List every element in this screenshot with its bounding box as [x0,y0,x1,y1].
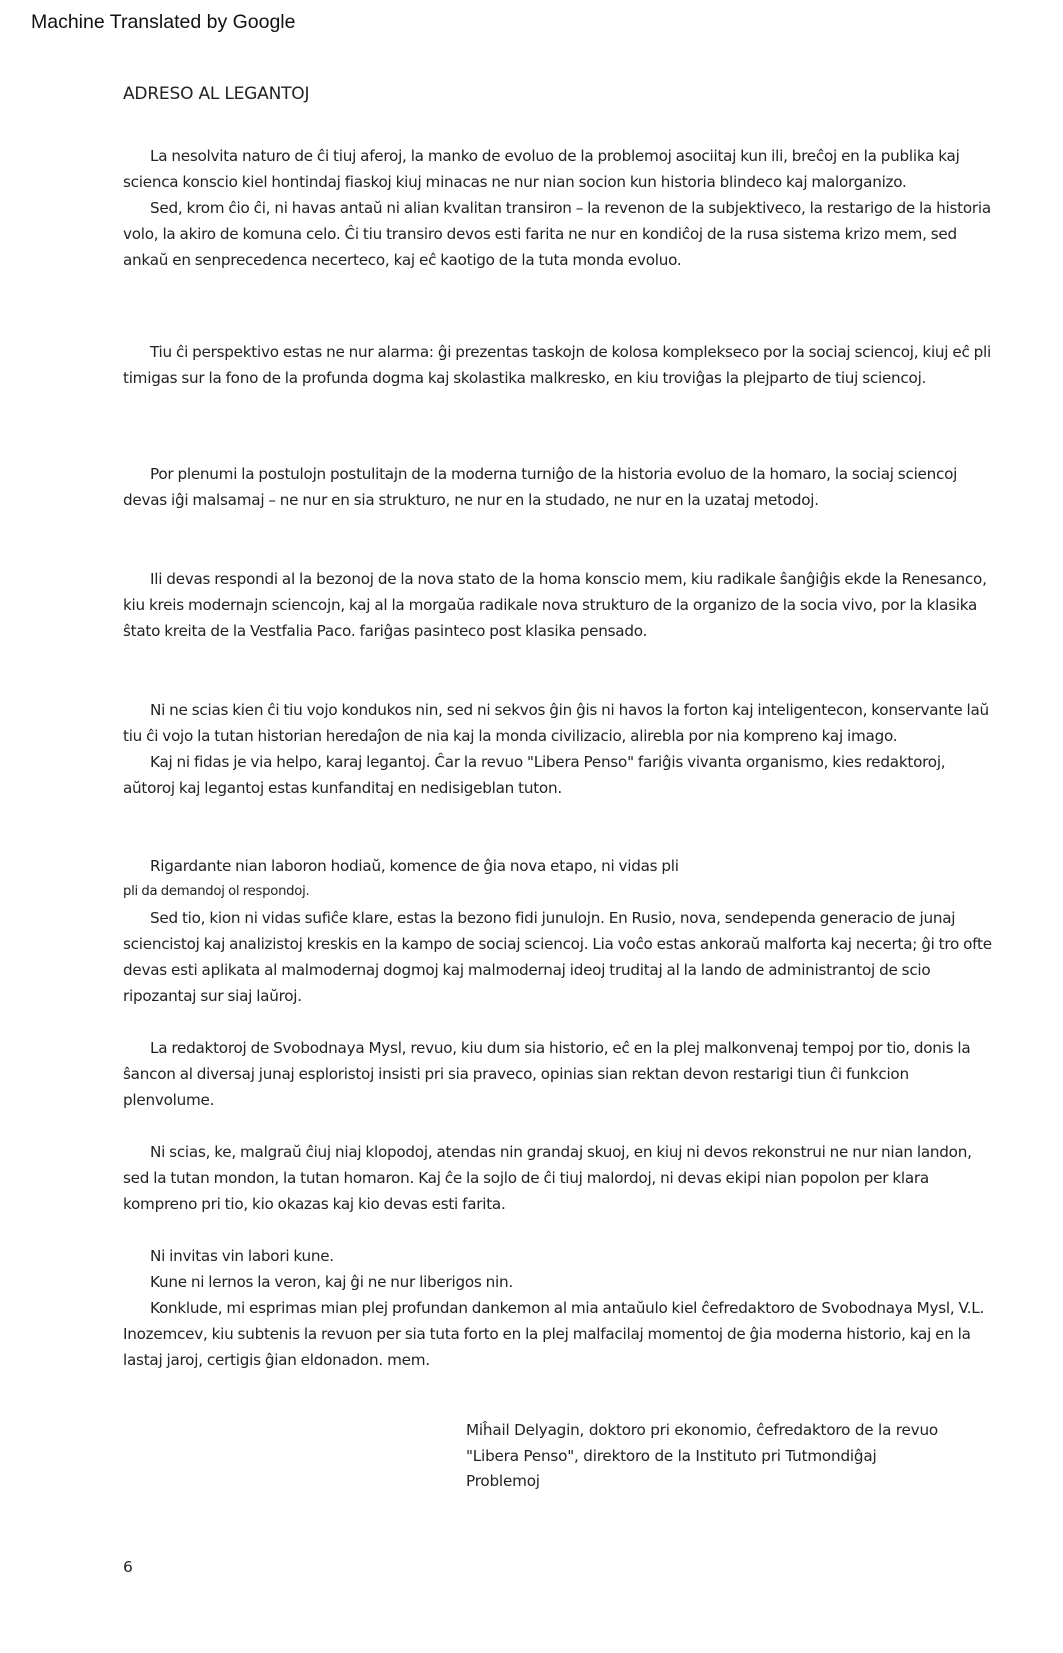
paragraph: Sed, krom ĉio ĉi, ni havas antaŭ ni alian kvalitan transiron – la revenon de la subjektiveco, la restarigo de la historia volo, la akiro de komuna celo. Ĉi tiu transiro devos esti farita ne nur en kondiĉoj de la rusa sistema krizo mem, sed ankaŭ en senprecedenca necerteco, kaj eĉ kaotigo de la tuta monda evoluo. [123,199,991,269]
paragraph-group-7 [123,1035,993,1113]
paragraph-group-9 [123,1243,993,1373]
paragraph: Sed tio, kion ni vidas sufiĉe klare, estas la bezono fidi junulojn. En Rusio, nova, sendependa generacio de junaj sciencistoj kaj analizistoj kreskis en la kampo de sociaj sciencoj. Lia voĉo estas ankoraŭ malforta kaj necerta; ĝi tro ofte devas esti aplikata al malmodernaj dogmoj kaj malmodernaj ideoj truditaj al la lando de administrantoj de scio ripozantaj sur siaj laŭroj. [123,909,992,1005]
signature-line: Problemoj [466,1472,540,1490]
paragraph-group-2 [123,339,993,391]
paragraph: Ni invitas vin labori kune. [150,1247,334,1265]
paragraph: Kune ni lernos la veron, kaj ĝi ne nur liberigos nin. [150,1273,513,1291]
paragraph: Ni ne scias kien ĉi tiu vojo kondukos nin, sed ni sekvos ĝin ĝis ni havos la forton kaj inteligentecon, konservante laŭ tiu ĉi vojo la tutan historian heredaĵon de nia kaj la monda civilizacio, alirebla por nia kompreno kaj imago. [123,701,989,745]
signature-line: "Libera Penso", direktoro de la Instituto pri Tutmondiĝaj [466,1446,877,1465]
paragraph-group-4 [123,566,993,644]
paragraph-group-8 [123,1139,993,1217]
paragraph-continuation: pli da demandoj ol respondoj. [123,884,310,899]
paragraph-group-1 [123,143,993,273]
document-title: ADRESO AL LEGANTOJ [123,84,310,104]
paragraph-group-6 [123,853,993,1009]
signature-line: Miĥail Delyagin, doktoro pri ekonomio, ĉefredaktoro de la revuo [466,1421,938,1439]
page-number: 6 [123,1558,133,1576]
paragraph: Por plenumi la postulojn postulitajn de la moderna turniĝo de la historia evoluo de la homaro, la sociaj sciencoj devas iĝi malsamaj – ne nur en sia strukturo, ne nur en la studado, ne nur en la uzataj metodoj. [123,465,958,509]
paragraph: Rigardante nian laboron hodiaŭ, komence de ĝia nova etapo, ni vidas pli [150,857,679,875]
paragraph: Ili devas respondi al la bezonoj de la nova stato de la homa konscio mem, kiu radikale ŝanĝiĝis ekde la Renesanco, kiu kreis modernajn sciencojn, kaj al la morgaŭa radikale nova strukturo de la organizo de la socia vivo, por la klasika ŝtato kreita de la Vestfalia Paco. fariĝas pasinteco post klasika pensado. [123,570,987,640]
paragraph-group-5 [123,697,993,801]
paragraph: Konklude, mi esprimas mian plej profundan dankemon al mia antaŭulo kiel ĉefredaktoro de Svobodnaya Mysl, V.L. Inozemcev, kiu subtenis la revuon per sia tuta forto en la plej malfacilaj momentoj de ĝia moderna historio, kaj en la lastaj jaroj, certigis ĝian eldonadon. mem. [123,1299,985,1369]
machine-translation-banner: Machine Translated by Google [31,11,296,33]
paragraph: La nesolvita naturo de ĉi tiuj aferoj, la manko de evoluo de la problemoj asociitaj kun ili, breĉoj en la publika kaj scienca konscio kiel hontindaj fiaskoj kiuj minacas ne nur nian socion kun historia blindeco kaj malorganizo. [123,147,960,191]
signature-block [466,1418,1026,1495]
paragraph: Kaj ni fidas je via helpo, karaj legantoj. Ĉar la revuo "Libera Penso" fariĝis vivanta organismo, kies redaktoroj, aŭtoroj kaj legantoj estas kunfanditaj en nedisigeblan tuton. [123,753,946,797]
paragraph-group-3 [123,461,993,513]
paragraph: Tiu ĉi perspektivo estas ne nur alarma: ĝi prezentas taskojn de kolosa komplekseco por la sociaj sciencoj, kiuj eĉ pli timigas sur la fono de la profunda dogma kaj skolastika malkresko, en kiu troviĝas la plejparto de tiuj sciencoj. [123,343,991,387]
paragraph: Ni scias, ke, malgraŭ ĉiuj niaj klopodoj, atendas nin grandaj skuoj, en kiuj ni devos rekonstrui ne nur nian landon, sed la tutan mondon, la tutan homaron. Kaj ĉe la sojlo de ĉi tiuj malordoj, ni devas ekipi nian popolon per klara kompreno pri tio, kio okazas kaj kio devas esti farita. [123,1143,972,1213]
paragraph: La redaktoroj de Svobodnaya Mysl, revuo, kiu dum sia historio, eĉ en la plej malkonvenaj tempoj por tio, donis la ŝancon al diversaj junaj esploristoj insisti pri sia praveco, opinias sian rektan devon restarigi tiun ĉi funkcion plenvolume. [123,1039,971,1109]
